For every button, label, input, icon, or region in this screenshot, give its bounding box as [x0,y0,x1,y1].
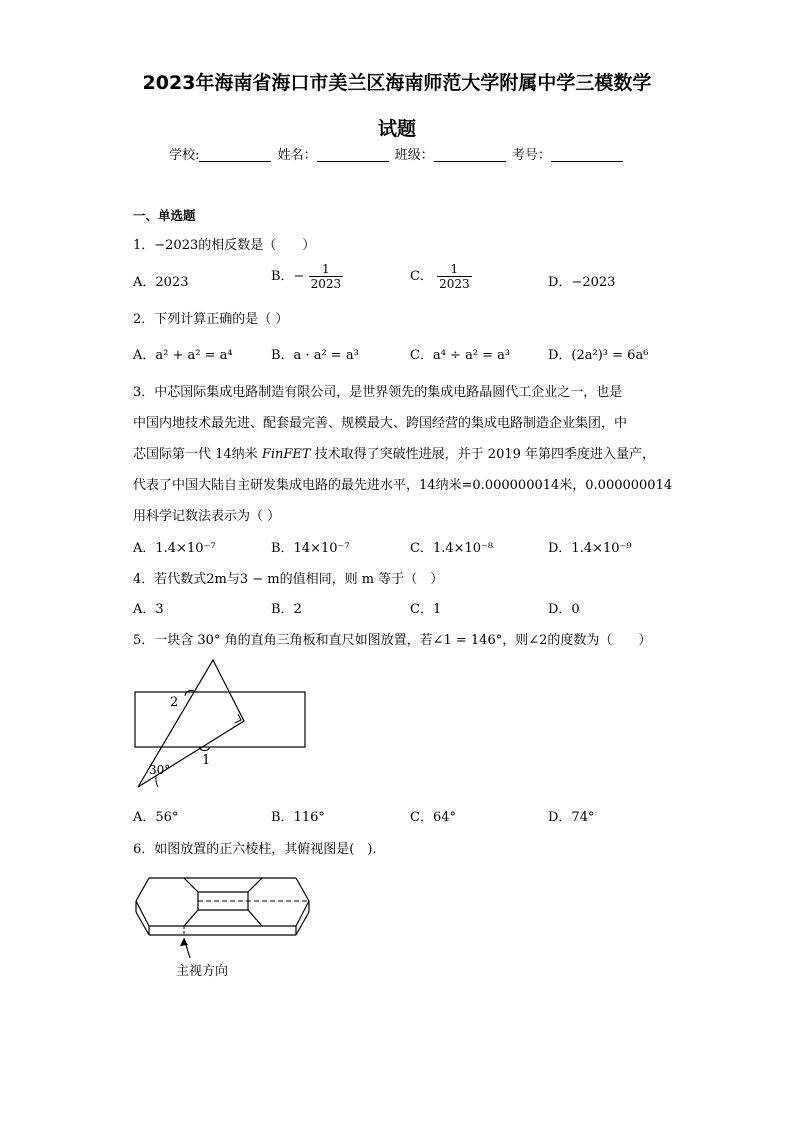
q1-stem: 1．−2023的相反数是（ ） [133,238,316,253]
q3-line4: 代表了中国大陆自主研发集成电路的最先进水平，14纳米=0.000000014米，0.000000014 [133,478,673,493]
id-label: 考号： [511,148,551,163]
q5-option-a: A．56° [133,810,179,825]
q2-option-b: B．a · a² = a³ [271,348,359,363]
school-field[interactable] [199,147,271,162]
q1-option-c [410,262,472,291]
q1-option-a: A．2023 [133,275,189,290]
angle-1-label: 1 [202,753,211,768]
q4-option-b: B．2 [271,602,302,617]
q3-line3 [133,443,655,462]
angle-30-label: 30° [149,763,171,777]
exam-title-line1: 2023年海南省海口市美兰区海南师范大学附属中学三模数学 [142,72,652,94]
right-angle-mark [235,714,241,723]
class-label: 班级： [394,148,434,163]
q5-option-b: B．116° [271,810,325,825]
q3-line1: 3．中芯国际集成电路制造有限公司，是世界领先的集成电路晶圆代工企业之一，也是 [133,385,623,400]
q4-option-a: A．3 [133,602,164,617]
q3-option-d: D．1.4×10⁻⁹ [548,541,632,556]
q6-stem: 6．如图放置的正六棱柱，其俯视图是( ). [133,842,377,857]
q3-line5: 用科学记数法表示为（ ） [133,509,281,524]
q1-option-b-prefix: B．− [271,269,305,284]
q1-option-c-prefix: C． [410,269,433,284]
q2-stem: 2．下列计算正确的是（ ） [133,312,289,327]
class-field[interactable] [434,147,506,162]
q1-option-b-numerator: 1 [309,262,344,277]
q5-option-d: D．74° [548,810,595,825]
school-label: 学校: [169,148,200,163]
q3-option-c: C．1.4×10⁻⁸ [410,541,494,556]
angle-30-arc [156,776,158,787]
q1-option-c-numerator: 1 [437,262,472,277]
q4-option-c: C．1 [410,602,442,617]
q3-line3-part3: 技术取得了突破性进展，并于 2019 年第四季度进入量产， [310,447,656,462]
q5-stem: 5．一块含 30° 角的直角三角板和直尺如图放置，若∠1 = 146°，则∠2的度数为（ ） [133,633,652,648]
q2-option-c: C．a⁴ ÷ a² = a³ [410,348,511,363]
q6-hexagonal-prism-figure [128,868,328,986]
q1-option-b-fraction [309,262,344,291]
q4-stem: 4．若代数式2m与3 − m的值相同，则 m 等于（ ） [133,572,444,587]
q2-option-a: A．a² + a² = a⁴ [133,348,233,363]
q2-option-d: D．(2a²)³ = 6a⁶ [548,348,649,363]
q3-option-b: B．14×10⁻⁷ [271,541,350,556]
angle-2-label: 2 [170,695,179,710]
name-label: 姓名： [277,148,317,163]
exam-title-line2: 试题 [377,118,416,140]
ruler-rect [135,692,305,747]
q5-option-c: C．64° [410,810,456,825]
arrow-head-icon [180,938,188,946]
q3-line3-part1: 芯国际第一代 14纳米 [133,447,262,462]
q1-option-b-denominator: 2023 [310,277,342,291]
name-field[interactable] [317,147,389,162]
q3-line2: 中国内地技术最先进、配套最完善、规模最大、跨国经营的集成电路制造企业集团，中 [133,416,628,431]
q1-option-b [271,262,343,291]
q3-finfet-term: FinFET [261,447,311,462]
q5-triangle-ruler-figure [128,656,313,791]
id-field[interactable] [551,147,623,162]
section-title: 一、单选题 [133,208,196,223]
q1-option-c-fraction [437,262,472,291]
q1-option-c-denominator: 2023 [439,277,470,291]
q1-option-d: D．−2023 [548,275,616,290]
q3-option-a: A．1.4×10⁻⁷ [133,541,216,556]
view-direction-caption: 主视方向 [176,964,229,979]
student-info-row [0,144,794,163]
q4-option-d: D．0 [548,602,580,617]
